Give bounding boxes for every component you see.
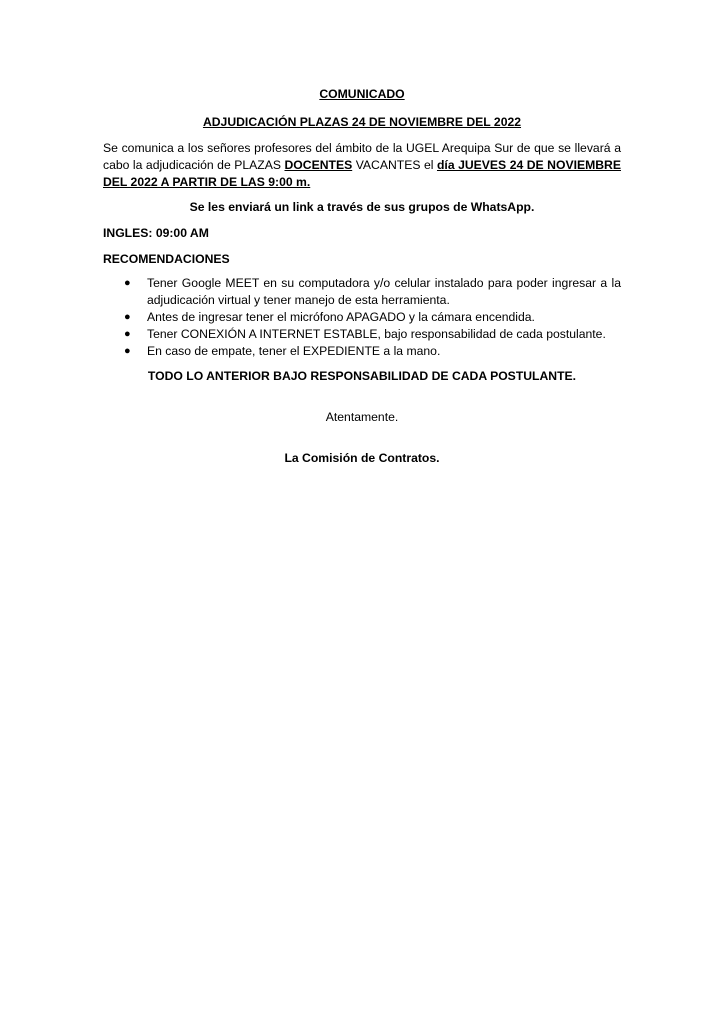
bullet-icon: ● (124, 311, 131, 323)
closing-notice: TODO LO ANTERIOR BAJO RESPONSABILIDAD DE CADA POSTULANTE. (147, 369, 577, 383)
recommendations-title: RECOMENDACIONES (103, 252, 230, 266)
document-heading: COMUNICADO (319, 87, 405, 101)
recommendation-text: Tener CONEXIÓN A INTERNET ESTABLE, bajo responsabilidad de cada postulante. (147, 327, 606, 341)
recommendation-text: En caso de empate, tener el EXPEDIENTE a la mano. (147, 344, 441, 358)
schedule-ingles: INGLES: 09:00 AM (103, 226, 209, 240)
list-item (124, 309, 621, 326)
recommendation-text: Antes de ingresar tener el micrófono APAGADO y la cámara encendida. (147, 310, 535, 324)
list-item (124, 343, 621, 360)
recommendation-text: Tener Google MEET en su computadora y/o celular instalado para poder ingresar a la adjudicación virtual y tener manejo de esta herramienta. (147, 276, 621, 307)
bullet-icon: ● (124, 277, 131, 289)
document-page (103, 86, 621, 467)
bullet-icon: ● (124, 328, 131, 340)
intro-docentes: DOCENTES (284, 158, 353, 172)
document-subheading: ADJUDICACIÓN PLAZAS 24 DE NOVIEMBRE DEL 2022 (202, 115, 522, 129)
intro-paragraph (103, 140, 621, 191)
recommendations-list (103, 275, 621, 360)
whatsapp-link-note: Se les enviará un link a través de sus grupos de WhatsApp. (189, 200, 535, 214)
intro-date: día JUEVES 24 DE NOVIEMBRE DEL 2022 A PARTIR DE LAS 9:00 m. (103, 158, 621, 189)
list-item (124, 326, 621, 343)
list-item (124, 275, 621, 309)
intro-text-part2: VACANTES el (352, 158, 437, 172)
signature-text: La Comisión de Contratos. (284, 451, 440, 465)
regards-text: Atentamente. (325, 410, 399, 424)
bullet-icon: ● (124, 345, 131, 357)
intro-text-part1: Se comunica a los señores profesores del ámbito de la UGEL Arequipa Sur de que se llevará a cabo la adjudicación de PLAZAS (103, 141, 621, 172)
